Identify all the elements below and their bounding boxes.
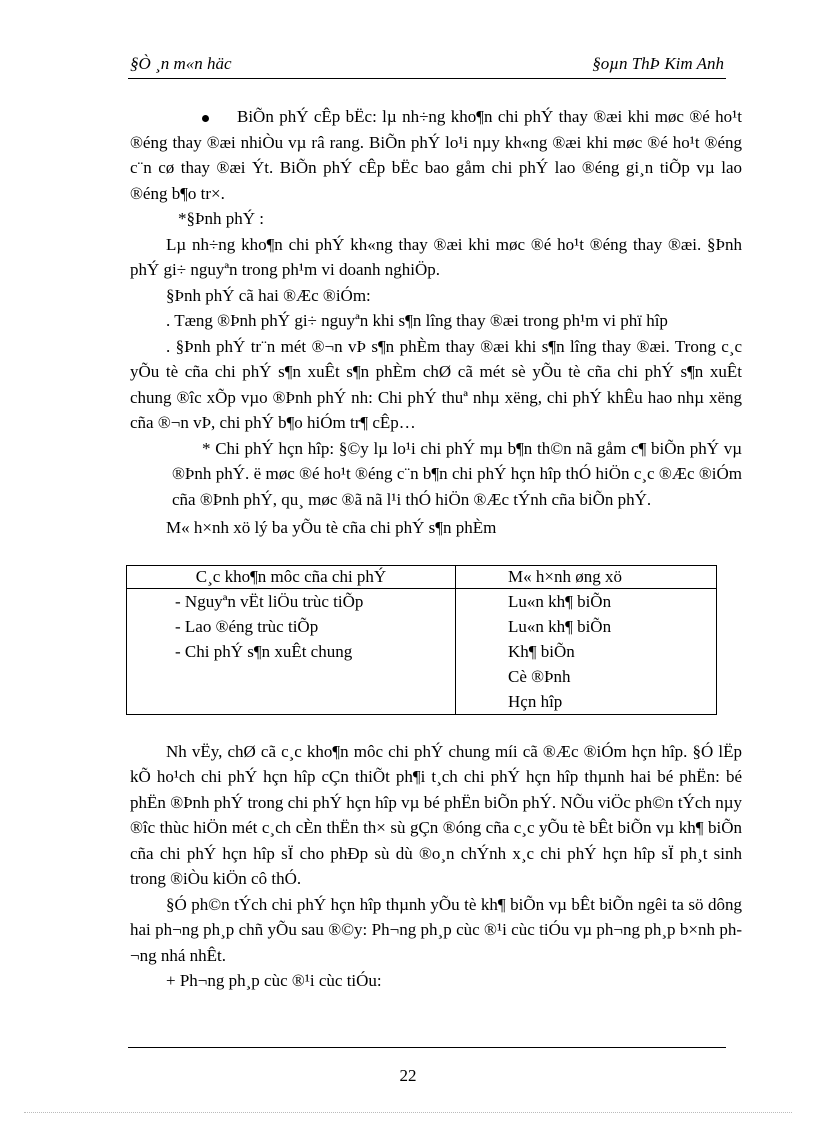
table-item: Hçn hîp xyxy=(508,691,563,711)
table-header-cost-items: C¸c kho¶n môc cña chi phÝ xyxy=(127,565,456,588)
document-body xyxy=(130,104,742,994)
table-cell-cost-items xyxy=(127,588,456,714)
table-row xyxy=(127,588,717,714)
table-item: - Chi phÝ s¶n xuÊt chung xyxy=(175,641,353,661)
page-header xyxy=(128,50,726,79)
heading-fixed-cost: *§Þnh phÝ : xyxy=(178,209,264,228)
paragraph-separation-methods: §Ó ph©n tÝch chi phÝ hçn hîp thµnh yÕu tè kh¶ biÕn vµ bÊt biÕn ngêi ta sö dông hai ph¬ng ph¸p chñ yÕu sau ®©y: Ph¬ng ph¸p cùc ®¹i cùc tiÓu vµ ph¬ng ph¸p b×nh ph¬ng nhá nhÊt. xyxy=(130,894,742,965)
cost-model-table xyxy=(126,565,717,715)
table-header-behavior-model: M« h×nh øng xö xyxy=(456,565,717,588)
page-edge-divider xyxy=(24,1112,792,1113)
table-item: - Lao ®éng trùc tiÕp xyxy=(175,616,319,636)
header-right-author: §oµn ThÞ Kim Anh xyxy=(592,54,724,73)
paragraph-model-title: M« h×nh xö lý ba yÕu tè cña chi phÝ s¶n phÈm xyxy=(166,518,497,537)
footer-divider xyxy=(128,1047,726,1048)
paragraph-variable-cost-step xyxy=(130,104,742,206)
paragraph-mixed-cost: * Chi phÝ hçn hîp: §©y lµ lo¹i chi phÝ mµ b¶n th©n nã gåm c¶ biÕn phÝ vµ ®Þnh phÝ. ë møc ®é ho¹t ®éng c¨n b¶n chi phÝ hçn hîp thÓ hiÖn c¸c ®Æc ®iÓm cña ®Þnh phÝ, qu¸ møc ®ã nã l¹i thÓ hiÖn ®Æc tÝnh cña biÕn phÝ. xyxy=(172,438,742,509)
paragraph-fixed-cost-feature-2: . §Þnh phÝ tr¨n mét ®¬n vÞ s¶n phÈm thay ®æi khi s¶n lîng thay ®æi. Trong c¸c yÕu tè cña chi phÝ s¶n xuÊt s¶n phÈm chØ cã mét sè yÕu tè cña chi phÝ s¶n xuÊt chung ®îc xÕp vµo ®Þnh phÝ nh: Chi phÝ thuª nhµ xëng, chi phÝ khÊu hao nhµ xëng cña ®¬n vÞ, chi phÝ b¶o hiÓm tr¶ cÊp… xyxy=(130,336,742,432)
table-header-row xyxy=(127,565,717,588)
paragraph-mixed-cost-analysis: Nh vËy, chØ cã c¸c kho¶n môc chi phÝ chung míi cã ®Æc ®iÓm hçn hîp. §Ó lËp kÕ ho¹ch chi phÝ hçn hîp cÇn thiÕt ph¶i t¸ch chi phÝ hçn hîp thµnh hai bé phËn: bé phËn ®Þnh phÝ trong chi phÝ hçn hîp vµ bé phËn biÕn phÝ. NÕu viÖc ph©n tÝch nµy ®îc thùc hiÖn mét c¸ch cÈn thËn th× sù gÇn ®óng cña c¸c yÕu tè bÊt biÕn vµ kh¶ biÕn cña chi phÝ hçn hîp sÏ cho phÐp sù dù ®o¸n chÝnh x¸c chi phÝ hçn hîp sÏ ph¸t sinh trong ®iÒu kiÖn cô thÓ. xyxy=(130,741,742,888)
page-number: 22 xyxy=(399,1066,417,1085)
table-item: Lu«n kh¶ biÕn xyxy=(508,591,612,611)
paragraph-high-low-method: + Ph¬ng ph¸p cùc ®¹i cùc tiÓu: xyxy=(166,971,382,990)
paragraph-fixed-cost-definition: Lµ nh÷ng kho¶n chi phÝ kh«ng thay ®æi khi møc ®é ho¹t ®éng thay ®æi. §Þnh phÝ gi÷ nguyªn trong ph¹m vi doanh nghiÖp. xyxy=(130,234,742,279)
bullet-icon xyxy=(202,115,209,122)
paragraph-fixed-cost-features: §Þnh phÝ cã hai ®Æc ®iÓm: xyxy=(166,285,371,305)
table-item: Lu«n kh¶ biÕn xyxy=(508,616,612,636)
table-item: Cè ®Þnh xyxy=(508,666,571,686)
table-cell-behavior-model xyxy=(456,588,717,714)
cost-model-table-wrapper xyxy=(126,565,742,715)
table-item: Kh¶ biÕn xyxy=(508,641,575,661)
header-left-title: §Ò ¸n m«n häc xyxy=(130,54,232,73)
paragraph-text: BiÕn phÝ cÊp bËc: lµ nh÷ng kho¶n chi phÝ thay ®æi khi møc ®é ho¹t ®éng thay ®æi nhiÒu vµ râ rang. BiÕn phÝ lo¹i nµy kh«ng ®æi khi møc ®é ho¹t ®éng c¨n cø thay ®æi Ýt. BiÕn phÝ cÊp bËc bao gåm chi phÝ lao ®éng gi¸n tiÕp vµ lao ®éng b¶o tr×. xyxy=(130,107,742,203)
table-item: - Nguyªn vËt liÖu trùc tiÕp xyxy=(175,591,364,611)
paragraph-fixed-cost-feature-1: . Tæng ®Þnh phÝ gi÷ nguyªn khi s¶n lîng thay ®æi trong ph¹m vi phï hîp xyxy=(166,311,668,330)
